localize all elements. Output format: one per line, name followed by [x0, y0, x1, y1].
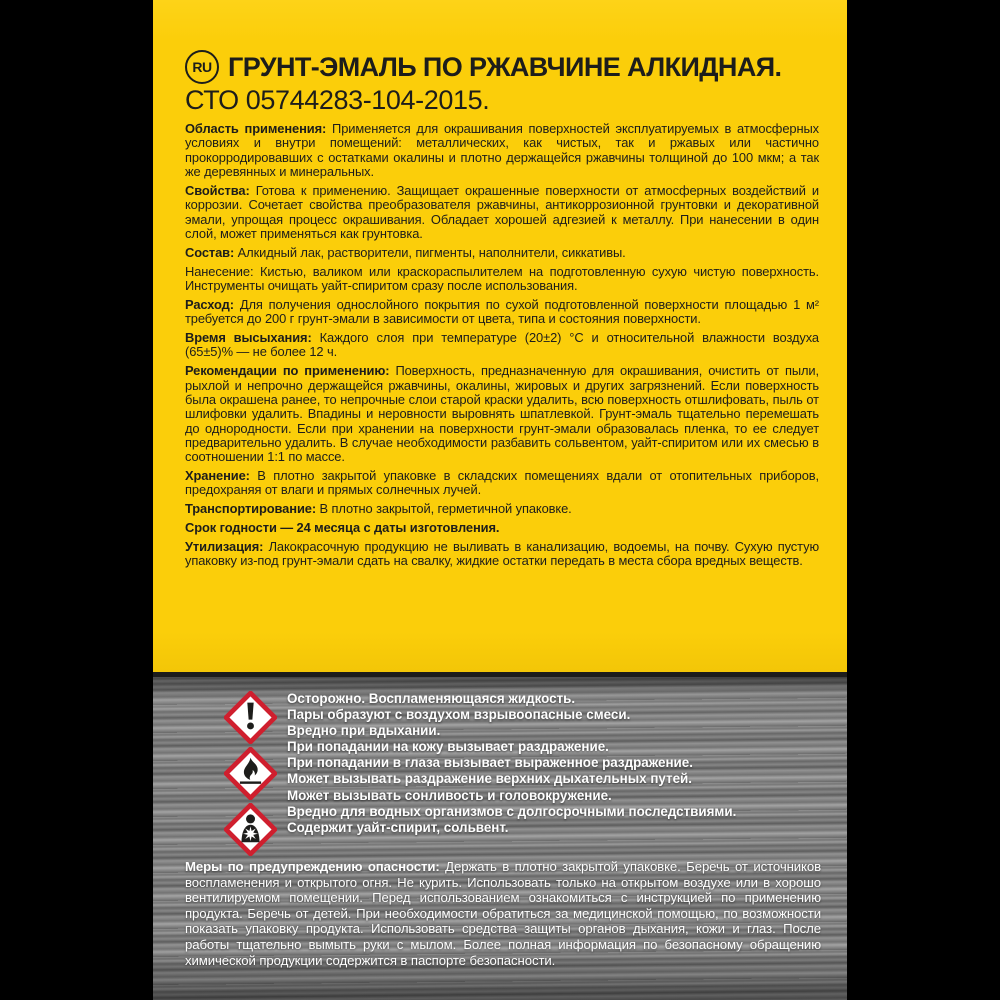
- ghs-flame-icon: [224, 747, 277, 800]
- precautions-text: Держать в плотно закрытой упаковке. Беречь от источников воспламенения и открытого огня. Не курить. Использовать только на открытом воздухе или в хорошо вентилируемом помещении. Перед использованием ознакомиться с инструкцией по применению продукта. Беречь от детей. При необходимости обратиться за медицинской помощью, по возможности показать упаковку продукта. Использовать средства защиты органов дыхания, кожи и глаз. После работы тщательно вымыть руки с мылом. Более полная информация по безопасному обращению химической продукции содержится в паспорте безопасности.: [185, 859, 821, 968]
- warning-line: Пары образуют с воздухом взрывоопасные смеси.: [287, 707, 631, 723]
- section-text: Каждого слоя при температуре (20±2) °С и относительной влажности воздуха (65±5)% — не более 12 ч.: [185, 329, 820, 360]
- title-row: [185, 50, 819, 84]
- section-shelf-life: [185, 521, 819, 535]
- section-text: Лакокрасочную продукцию не выливать в канализацию, водоемы, на почву. Сухую пустую упаковку из-под грунт-эмали сдать на свалку, жидкие остатки передать в места сбора вредных веществ.: [185, 538, 820, 569]
- section-lead: Свойства:: [185, 182, 250, 198]
- info-sections: [185, 122, 819, 569]
- section-text: Применяется для окрашивания поверхностей эксплуатируемых в атмосферных условиях и внутри помещений: металлических, как чистых, так и ржавых или частично прокорродировавших с остатками окалины и плотно держащейся ржавчины толщиной до 100 мкм; а так же деревянных и минеральных.: [185, 121, 819, 180]
- product-title: ГРУНТ-ЭМАЛЬ ПО РЖАВЧИНЕ АЛКИДНАЯ.: [228, 52, 782, 82]
- ghs-pictogram-column: [224, 689, 280, 856]
- section-disposal: [185, 540, 819, 569]
- section-lead: Время высыхания:: [185, 329, 312, 345]
- ru-badge-text: RU: [192, 59, 212, 75]
- warning-line: При попадании на кожу вызывает раздражение.: [287, 739, 609, 755]
- hazard-top-row: [153, 677, 847, 856]
- section-lead: Хранение:: [185, 468, 250, 484]
- section-lead: Транспортирование:: [185, 501, 317, 517]
- section-lead: Область применения:: [185, 121, 327, 136]
- section-consumption: [185, 298, 819, 327]
- section-precautions: [185, 859, 821, 968]
- section-recommendations: [185, 364, 819, 464]
- label-info-zone: [153, 0, 847, 672]
- section-text: Кистью, валиком или краскораспылителем на подготовленную сухую чистую поверхность. Инструменты очищать уайт-спиритом сразу после использования.: [185, 263, 819, 293]
- standard-number: СТО 05744283-104-2015.: [185, 85, 490, 115]
- section-lead: Утилизация:: [185, 538, 264, 554]
- section-text: Для получения однослойного покрытия по сухой подготовленной поверхности площадью 1 м² требуется до 200 г грунт-эмали в зависимости от цвета, типа и состояния поверхности.: [185, 296, 819, 327]
- section-text: В плотно закрытой упаковке в складских помещениях вдали от отопительных приборов, предохраняя от влаги и прямых солнечных лучей.: [185, 468, 820, 498]
- section-lead: Рекомендации по применению:: [185, 363, 390, 379]
- section-storage: [185, 469, 819, 498]
- ru-certification-badge: [185, 50, 219, 84]
- section-composition: [185, 246, 819, 260]
- warning-line: Может вызывать раздражение верхних дыхательных путей.: [287, 771, 692, 787]
- warning-line: Вредно для водных организмов с долгосрочными последствиями.: [287, 803, 737, 819]
- section-application: [185, 122, 819, 179]
- warning-line: Может вызывать сонливость и головокружение.: [287, 787, 612, 803]
- section-lead: Состав:: [185, 244, 235, 260]
- warning-line: При попадании в глаза вызывает выраженное раздражение.: [287, 755, 693, 771]
- section-lead: Нанесение:: [185, 263, 254, 279]
- warning-line: Осторожно. Воспламеняющаяся жидкость.: [287, 691, 576, 706]
- section-text: Поверхность, предназначенную для окрашивания, очистить от пыли, рыхлой и непрочно держащейся ржавчины, окалины, жировых и других загрязнений. Если поверхность была окрашена ранее, то непрочные слои старой краски удалить, всю поверхность отшлифовать, пыль от шлифовки удалить. Впадины и неровности выровнять шпатлевкой. Грунт-эмаль тщательно перемешать до однородности. Если при хранении на поверхности грунт-эмали образовалась пленка, то ее следует предварительно удалить. В случае необходимости разбавить сольвентом, уайт-спиритом или их смесью в соотношении 1:1 по массе.: [185, 363, 820, 465]
- warning-line: Содержит уайт-спирит, сольвент.: [287, 819, 509, 835]
- section-lead: Расход:: [185, 296, 234, 312]
- section-text: Алкидный лак, растворители, пигменты, наполнители, сиккативы.: [237, 244, 626, 260]
- section-text: В плотно закрытой, герметичной упаковке.: [319, 501, 572, 517]
- warning-line: Вредно при вдыхании.: [287, 723, 441, 739]
- ghs-exclamation-mark-icon: [224, 691, 277, 744]
- section-text: Готова к применению. Защищает окрашенные поверхности от атмосферных воздействий и коррозии. Сочетает свойства преобразователя ржавчины, антикоррозионной грунтовки и декоративной эмали, упрощая процесс окрашивания. Обладает хорошей адгезией к металлу. При нанесении в один слой, может применяться как грунтовка.: [185, 182, 819, 241]
- ghs-health-hazard-icon: [224, 803, 277, 856]
- section-properties: [185, 184, 819, 241]
- section-drying-time: [185, 331, 819, 360]
- hazard-warning-lines: [280, 689, 736, 856]
- section-transport: [185, 502, 819, 516]
- section-application-method: [185, 265, 819, 294]
- precautions-lead: Меры по предупреждению опасности:: [185, 859, 440, 874]
- paint-label: [153, 0, 847, 1000]
- hazard-zone: [153, 672, 847, 1000]
- section-lead: Срок годности — 24 месяца с даты изготовления.: [185, 520, 500, 536]
